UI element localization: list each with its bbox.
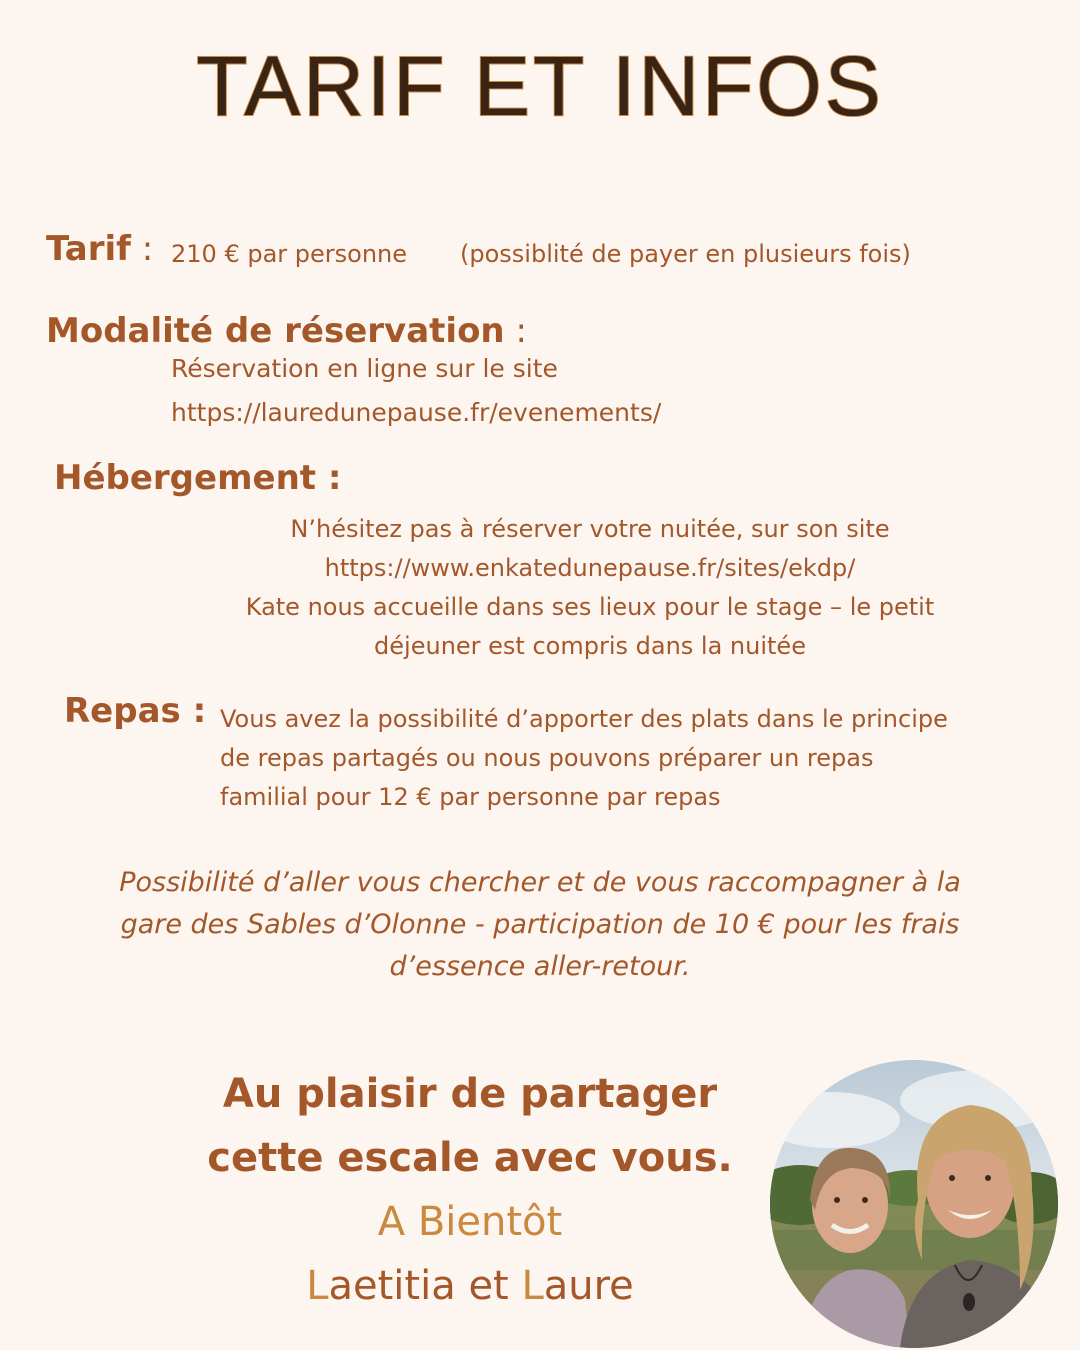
- hebergement-line: déjeuner est compris dans la nuitée: [374, 632, 806, 660]
- greeting: A Bientôt: [377, 1199, 563, 1245]
- reservation-link[interactable]: https://lauredunepause.fr/evenements/: [171, 398, 662, 427]
- repas-line: de repas partagés ou nous pouvons préparer un repas: [220, 744, 874, 772]
- hebergement-label: Hébergement :: [54, 458, 342, 498]
- tarif-price: 210 € par personne: [171, 240, 408, 268]
- hosts-photo: [770, 1060, 1058, 1348]
- repas-label: Repas :: [64, 691, 207, 731]
- tarif-payment-note: (possiblité de payer en plusieurs fois): [460, 240, 911, 268]
- hebergement-link[interactable]: https://www.enkatedunepause.fr/sites/ekdp/: [324, 554, 856, 582]
- page-title: TARIF ET INFOS: [196, 39, 884, 133]
- transport-line: Possibilité d’aller vous chercher et de vous raccompagner à la: [119, 867, 961, 898]
- transport-line: d’essence aller-retour.: [389, 951, 691, 982]
- reservation-label: Modalité de réservation :: [46, 311, 527, 351]
- hebergement-line: Kate nous accueille dans ses lieux pour le stage – le petit: [245, 593, 935, 621]
- hebergement-line: N’hésitez pas à réserver votre nuitée, sur son site: [290, 515, 890, 543]
- repas-line: familial pour 12 € par personne par repas: [220, 783, 721, 811]
- transport-note: [20, 862, 1060, 988]
- closing-line-2: cette escale avec vous.: [207, 1135, 733, 1181]
- closing-message: [150, 1062, 790, 1318]
- signature: Laetitia et Laure: [306, 1263, 634, 1309]
- repas-text: [220, 700, 948, 817]
- closing-line-1: Au plaisir de partager: [222, 1071, 718, 1117]
- hebergement-text: [150, 510, 1030, 666]
- reservation-text: Réservation en ligne sur le site: [171, 354, 558, 383]
- tarif-label: Tarif :: [46, 229, 154, 269]
- repas-line: Vous avez la possibilité d’apporter des plats dans le principe: [220, 705, 948, 733]
- transport-line: gare des Sables d’Olonne - participation de 10 € pour les frais: [120, 909, 960, 940]
